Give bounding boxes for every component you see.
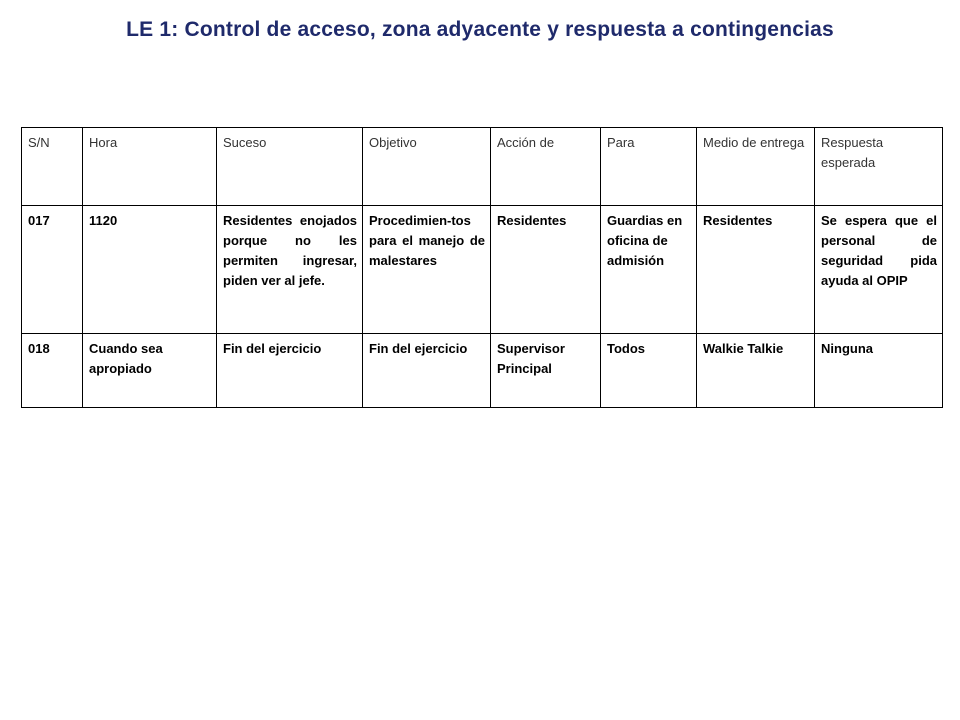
cell-hora: 1120	[83, 206, 217, 334]
cell-para: Guardias en oficina de admisión	[601, 206, 697, 334]
cell-sn: 017	[22, 206, 83, 334]
cell-suceso: Residentes enojados porque no les permiten ingresar, piden ver al jefe.	[217, 206, 363, 334]
cell-medio: Walkie Talkie	[697, 334, 815, 408]
header-suceso: Suceso	[217, 128, 363, 206]
cell-para: Todos	[601, 334, 697, 408]
cell-accion: Residentes	[491, 206, 601, 334]
table-row	[22, 206, 943, 334]
header-sn: S/N	[22, 128, 83, 206]
header-respuesta: Respuesta esperada	[815, 128, 943, 206]
table-header-row	[22, 128, 943, 206]
cell-suceso: Fin del ejercicio	[217, 334, 363, 408]
cell-accion: Supervisor Principal	[491, 334, 601, 408]
table-row	[22, 334, 943, 408]
header-objetivo: Objetivo	[363, 128, 491, 206]
header-hora: Hora	[83, 128, 217, 206]
cell-hora: Cuando sea apropiado	[83, 334, 217, 408]
page-title: LE 1: Control de acceso, zona adyacente y respuesta a contingencias	[126, 18, 834, 41]
header-accion: Acción de	[491, 128, 601, 206]
cell-respuesta: Ninguna	[815, 334, 943, 408]
header-para: Para	[601, 128, 697, 206]
cell-medio: Residentes	[697, 206, 815, 334]
cell-respuesta: Se espera que el personal de seguridad pida ayuda al OPIP	[815, 206, 943, 334]
exercise-table	[21, 127, 943, 408]
cell-objetivo: Procedimien-tos para el manejo de malestares	[363, 206, 491, 334]
cell-sn: 018	[22, 334, 83, 408]
header-medio: Medio de entrega	[697, 128, 815, 206]
cell-objetivo: Fin del ejercicio	[363, 334, 491, 408]
